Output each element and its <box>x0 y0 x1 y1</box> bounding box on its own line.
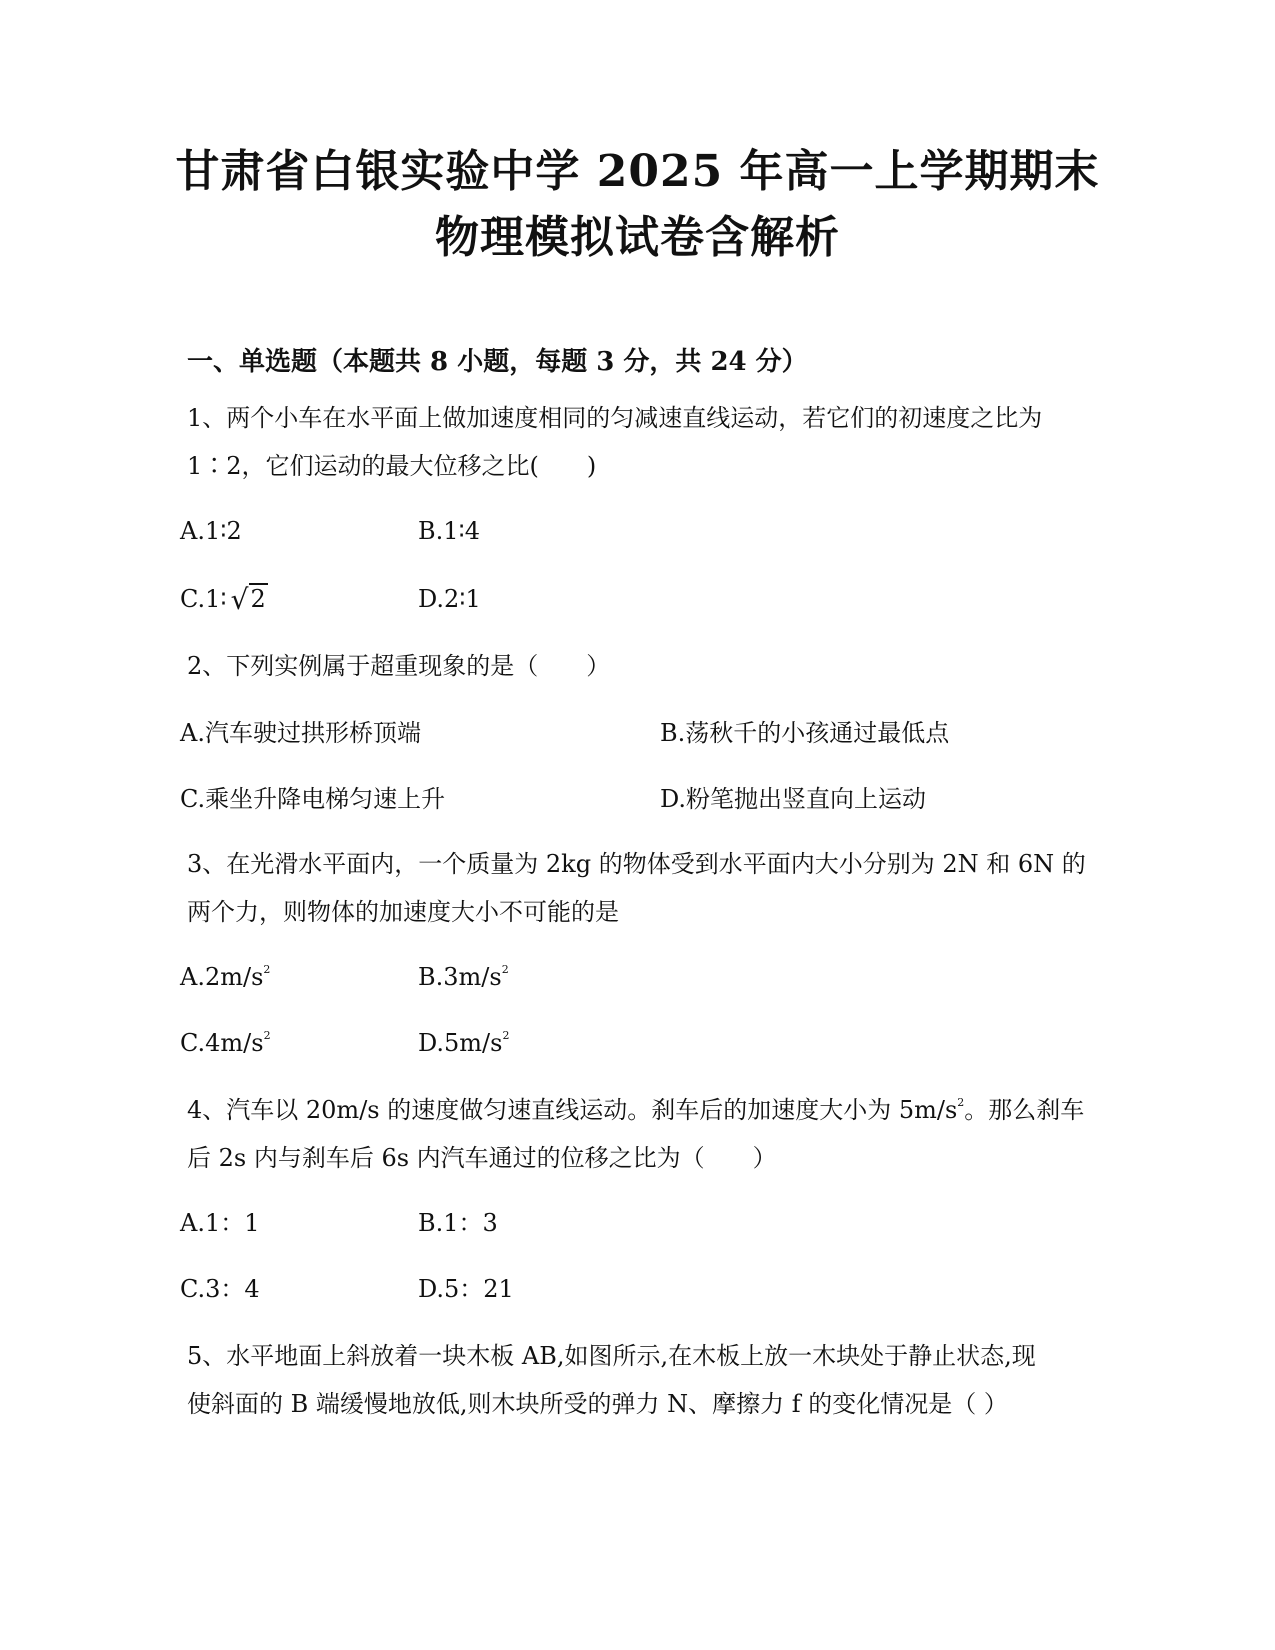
document-title-line2: 物理模拟试卷含解析 <box>435 212 840 263</box>
question-2-option-c: C.乘坐升降电梯匀速上升 <box>180 785 446 813</box>
question-2-stem <box>187 642 1087 690</box>
question-1-line2: 1∶2，它们运动的最大位移之比( ) <box>187 452 597 480</box>
question-4-line2: 后 2s 内与刹车后 6s 内汽车通过的位移之比为（ ） <box>187 1144 777 1172</box>
document-title-line1: 甘肃省白银实验中学 2025 年高一上学期期末 <box>175 146 1100 197</box>
question-3-line2: 两个力，则物体的加速度大小不可能的是 <box>187 898 619 926</box>
question-3-option-d <box>418 1026 509 1060</box>
question-1-line1: 1、两个小车在水平面上做加速度相同的匀减速直线运动，若它们的初速度之比为 <box>187 404 1043 432</box>
exponent: 2 <box>263 1029 271 1042</box>
question-3-option-b <box>418 960 509 994</box>
exponent: 2 <box>502 1029 510 1042</box>
question-3-option-c <box>180 1026 271 1060</box>
question-3-option-b-text: B.3m/s <box>418 963 502 991</box>
exponent: 2 <box>501 963 509 976</box>
question-3-option-a-text: A.2m/s <box>180 963 264 991</box>
question-4-option-c: C.3：4 <box>180 1275 260 1303</box>
question-2-line1: 2、下列实例属于超重现象的是（ ） <box>187 652 611 680</box>
question-2-option-b: B.荡秋千的小孩通过最低点 <box>660 719 950 747</box>
question-4-option-b: B.1：3 <box>418 1209 498 1237</box>
question-3-line1: 3、在光滑水平面内，一个质量为 2kg 的物体受到水平面内大小分别为 2N 和 6N 的 <box>187 850 1086 878</box>
question-3-option-c-text: C.4m/s <box>180 1029 264 1057</box>
exponent: 2 <box>263 963 271 976</box>
exponent: 2 <box>957 1096 965 1109</box>
question-5-line1: 5、水平地面上斜放着一块木板 AB,如图所示,在木板上放一木块处于静止状态,现 <box>187 1342 1036 1370</box>
question-1-stem <box>187 394 1087 490</box>
question-3-stem <box>187 840 1087 936</box>
question-4-option-a: A.1：1 <box>180 1209 260 1237</box>
question-4-line1-part1: 4、汽车以 20m/s 的速度做匀速直线运动。刹车后的加速度大小为 5m/s <box>187 1096 958 1124</box>
section-heading: 一、单选题（本题共 8 小题，每题 3 分，共 24 分） <box>187 347 808 377</box>
question-1-option-b: B.1∶4 <box>418 517 481 545</box>
sqrt-symbol: √2 <box>230 583 266 616</box>
question-2-option-d: D.粉笔抛出竖直向上运动 <box>660 785 927 813</box>
question-1-option-c-prefix: C.1∶ <box>180 585 227 613</box>
sqrt-radicand: 2 <box>250 585 266 613</box>
question-3-option-a <box>180 960 270 994</box>
question-4-line1-part2: 。那么刹车 <box>964 1096 1085 1124</box>
question-4-option-d: D.5：21 <box>418 1275 514 1303</box>
question-3-option-d-text: D.5m/s <box>418 1029 503 1057</box>
question-1-option-a: A.1∶2 <box>180 517 242 545</box>
question-4-line1 <box>187 1086 1147 1134</box>
question-5-stem <box>187 1332 1147 1428</box>
question-1-option-c <box>180 582 268 617</box>
question-5-line2: 使斜面的 B 端缓慢地放低,则木块所受的弹力 N、摩擦力 f 的变化情况是（ ） <box>187 1390 1008 1418</box>
question-4-stem <box>187 1086 1147 1182</box>
question-2-option-a: A.汽车驶过拱形桥顶端 <box>180 719 421 747</box>
question-1-option-d: D.2∶1 <box>418 585 481 613</box>
